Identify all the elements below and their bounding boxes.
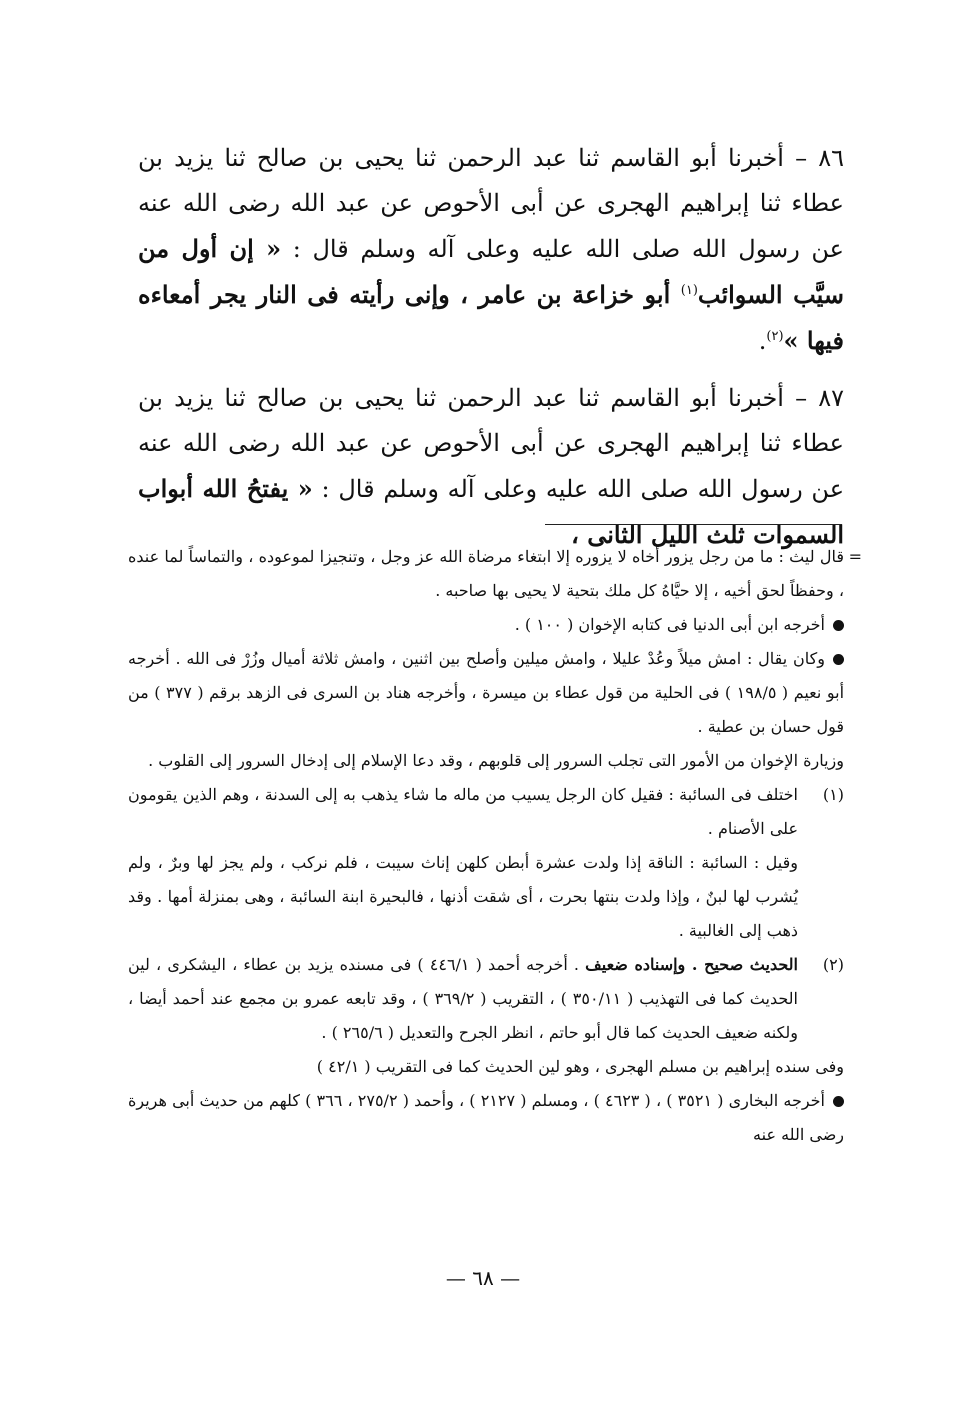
footnote-2-sources: أخرجه البخارى ( ٣٥٢١ ) ، ( ٤٦٢٣ ) ، ومسلم ( ٢١٢٧ ) ، وأحمد ( ٢٧٥/٢ ، ٣٦٦ ) كلهم من حديث أبى هريرة رضى الله عنه bbox=[128, 1091, 844, 1144]
page-number: — ٦٨ — bbox=[445, 1266, 521, 1290]
hadith-86 bbox=[138, 136, 844, 364]
footnote-2-detail: . أخرجه أحمد ( ٤٤٦/١ ) فى مسنده يزيد بن عطاء ، اليشكرى ، لين الحديث كما فى التهذيب ( ٣٥٠/١١ ) ، التقريب ( ٣٦٩/٢ ) ، وقد تابعه عمرو بن مجمع عند أحمد أيضا ، ولكنه ضعيف الحديث كما قال أبو حاتم ، انظر الجرح والتعديل ( ٢٦٥/٦ ) . bbox=[128, 955, 799, 1042]
bullet-icon bbox=[833, 1096, 844, 1107]
footnote-2-verdict: الحديث صحيح . وإسناده ضعيف bbox=[585, 955, 799, 974]
continuation-mark: = bbox=[848, 547, 862, 566]
footnote-2 bbox=[128, 948, 844, 1050]
footnote-separator bbox=[545, 524, 842, 525]
hadith-86-quote-b: أبو خزاعة بن عامر ، وإنى رأيته فى النار يجر أمعاءه فيها » bbox=[138, 280, 844, 355]
footnotes bbox=[128, 540, 862, 1152]
hadith-86-quote-a: « إن أول من سيَّب السوائب bbox=[138, 234, 844, 309]
hadith-86-end: . bbox=[758, 327, 767, 355]
hadith-87 bbox=[138, 376, 844, 558]
hadith-86-intro: ٨٦ – أخبرنا أبو القاسم ثنا عبد الرحمن ثنا يحيى بن صالح ثنا يزيد بن عطاء ثنا إبراهيم الهجرى عن أبى الأحوص عن عبد الله رضى الله عنه عن رسول الله صلى الله عليه وعلى آله وسلم قال : bbox=[138, 144, 844, 263]
continuation-text-1: قال ليث : ما من رجل يزور أخاه لا يزوره إلا ابتغاء مرضاة الله عز وجل ، وتنجيزا لموعوده ، والتماساً لما عنده ، وحفظاً لحق أخيه ، إلا حيَّاهُ كل ملك بتحية لا يحيى بها صاحبه . bbox=[128, 547, 844, 600]
bullet-icon bbox=[833, 620, 844, 631]
footnote-1 bbox=[128, 778, 844, 948]
footnote-continuation-2 bbox=[128, 608, 844, 642]
footnote-ref-2: (٢) bbox=[766, 329, 784, 344]
footnote-2-text-2: وفى سنده إبراهيم بن مسلم الهجرى ، وهو لين الحديث كما فى التقريب ( ٤٢/١ ) bbox=[316, 1057, 844, 1076]
footnote-1-number: (١) bbox=[822, 785, 844, 804]
footnote-2-body bbox=[128, 948, 798, 1050]
bullet-icon bbox=[833, 654, 844, 665]
footnote-2-number: (٢) bbox=[822, 955, 844, 974]
footnote-ref-1: (١) bbox=[680, 283, 698, 298]
footnote-continuation-1 bbox=[128, 540, 862, 608]
continuation-text-3: وكان يقال : امش ميلاً وعُدْ عليلا ، وامش ميلين وأصلح بين اثنين ، وامش ثلاثة أميال وزُرْ فى الله . أخرجه أبو نعيم ( ١٩٨/٥ ) فى الحلية من قول عطاء بن ميسرة ، وأخرجه هناد بن السرى فى الزهد برقم ( ٣٧٧ ) من قول حسان بن عطية . bbox=[128, 649, 845, 736]
footnote-2-text-3 bbox=[128, 1084, 844, 1152]
footnote-continuation-4 bbox=[128, 744, 844, 778]
main-text bbox=[138, 136, 844, 558]
footnote-2-text-1 bbox=[128, 948, 798, 1050]
footnote-1-body bbox=[128, 778, 798, 948]
hadith-87-intro: ٨٧ – أخبرنا أبو القاسم ثنا عبد الرحمن ثنا يحيى بن صالح ثنا يزيد بن عطاء ثنا إبراهيم الهجرى عن أبى الأحوص عن عبد الله رضى الله عنه عن رسول الله صلى الله عليه وعلى آله وسلم قال : bbox=[138, 384, 845, 503]
footnote-1-text-1: اختلف فى السائبة : فقيل كان الرجل يسيب من ماله ما شاء يذهب به إلى السدنة ، وهم الذين يقومون على الأصنام . bbox=[128, 785, 799, 838]
footnote-1-text-2: وقيل : السائبة : الناقة إذا ولدت عشرة أبطن كلهن إناث سيبت ، فلم نركب ، ولم يجز لها وبرٌ ، ولم يُشرب لها لبنٌ ، وإذا ولدت بنتها بحرت ، أى شقت أذنها ، فالبحيرة ابنة السائبة ، وهى بمنزلة أمها . وقد ذهب إلى الغالبية . bbox=[128, 853, 798, 940]
footnote-continuation-3 bbox=[128, 642, 844, 744]
hadith-87-quote: « يفتحُ الله أبواب السموات ثلث الليل الثانى ، bbox=[138, 474, 844, 549]
continuation-text-4: وزيارة الإخوان من الأمور التى تجلب السرور إلى قلوبهم ، وقد دعا الإسلام إلى إدخال السرور إلى القلوب . bbox=[148, 751, 844, 770]
continuation-text-2: أخرجه ابن أبى الدنيا فى كتابه الإخوان ( ١٠٠ ) . bbox=[514, 615, 825, 634]
